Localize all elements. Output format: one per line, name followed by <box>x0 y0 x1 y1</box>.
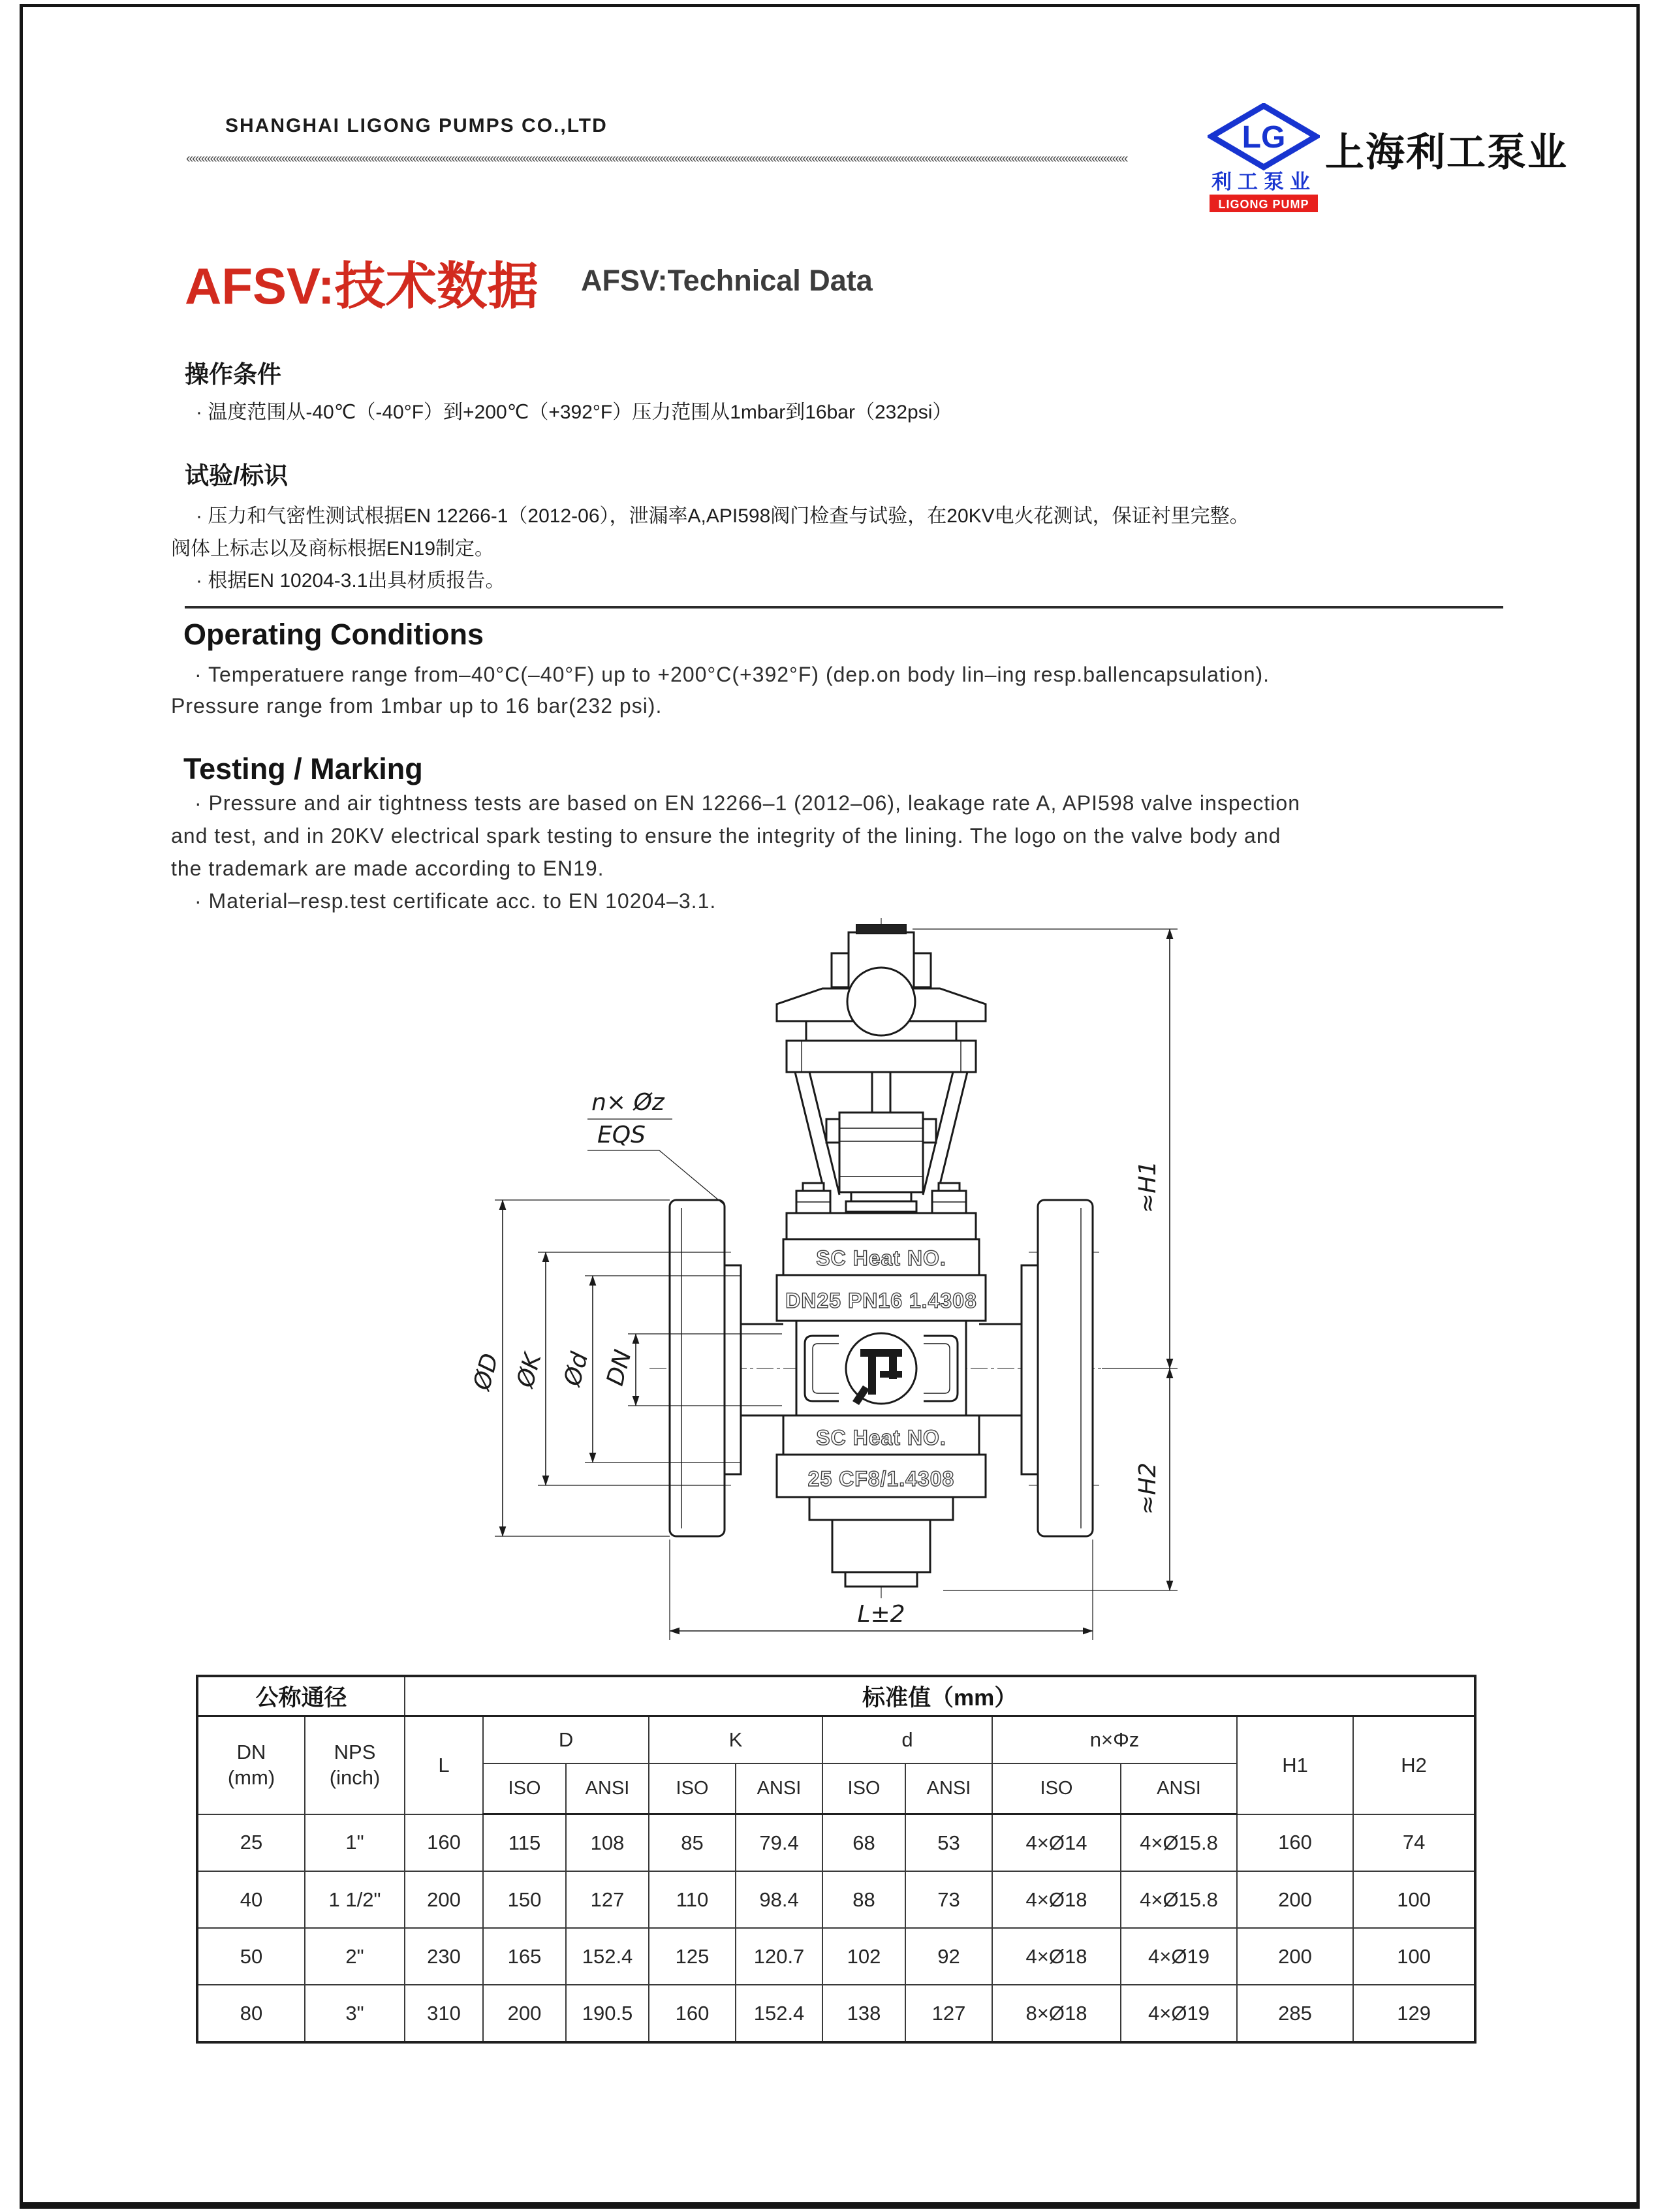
logo-name-en: LIGONG PUMP <box>1218 198 1309 211</box>
table-header-row-2 <box>197 1716 1475 1764</box>
zh-testing-bullet1-line1: · 压力和气密性测试根据EN 12266-1（2012-06），泄漏率A,API598阀门检查与试验，在20KV电火花测试，保证衬里完整。 <box>196 505 1249 527</box>
body-trademark-icon <box>846 1333 916 1404</box>
cell: 2" <box>305 1928 405 1985</box>
subheader-dd-iso: ISO <box>822 1763 905 1814</box>
decorative-chevron-line: «««««««««««««««««««««««««««««««««««««««««««««««««««««««««««««««««««««««««««««««««««««««««««««««««««««««««««««««««««««««««««««««««««««««««««««««««««««««««««««« <box>186 151 1127 166</box>
ligong-logo <box>1208 103 1320 214</box>
section-heading-testing-marking: Testing / Marking <box>183 752 423 785</box>
dim-label-l: L±2 <box>857 1601 905 1628</box>
cell: 4×Ø14 <box>992 1814 1121 1872</box>
cell: 1 1/2" <box>305 1871 405 1928</box>
col-group-K: K <box>649 1716 822 1764</box>
cell: 4×Ø19 <box>1121 1985 1237 2042</box>
cell: 100 <box>1353 1871 1475 1928</box>
flange-left <box>670 1200 725 1536</box>
cell: 68 <box>822 1814 905 1872</box>
valve-technical-drawing <box>457 913 1273 1670</box>
dim-label-dK: ØK <box>512 1350 547 1391</box>
en-operating-line1: · Temperatuere range from–40°C(–40°F) up to +200°C(+392°F) (dep.on body lin–ing resp.ballencapsulation). <box>195 663 1270 686</box>
col-header-nps-unit: (inch) <box>329 1765 381 1789</box>
bonnet <box>787 1213 976 1239</box>
cell: 165 <box>483 1928 566 1985</box>
cell: 150 <box>483 1871 566 1928</box>
section-heading-zh-testing: 试验/标识 <box>185 462 289 489</box>
dim-label-dD: ØD <box>468 1350 504 1393</box>
en-testing-line1: · Pressure and air tightness tests are based on EN 12266–1 (2012–06), leakage rate A, API598 valve inspection <box>195 791 1300 815</box>
col-group-D: D <box>483 1716 649 1764</box>
subheader-k-ansi: ANSI <box>736 1763 822 1814</box>
cell: 110 <box>649 1871 736 1928</box>
col-header-dn-label: DN <box>236 1741 266 1763</box>
section-heading-zh-operating: 操作条件 <box>185 361 281 388</box>
valve-actuator <box>777 924 986 1239</box>
col-header-dn-unit: (mm) <box>227 1765 275 1789</box>
cell: 200 <box>1237 1871 1353 1928</box>
dim-label-h1: ≈H1 <box>1134 1160 1161 1214</box>
cell: 127 <box>905 1985 992 2042</box>
cell: 1" <box>305 1814 405 1872</box>
cell: 4×Ø18 <box>992 1871 1121 1928</box>
section-divider <box>185 606 1503 608</box>
subheader-k-iso: ISO <box>649 1763 736 1814</box>
cell: 25 <box>197 1814 305 1872</box>
table-header-row-1 <box>197 1676 1475 1716</box>
subheader-d-iso: ISO <box>483 1763 566 1814</box>
page-title-cn: AFSV:技术数据 <box>185 257 539 315</box>
cell: 160 <box>649 1985 736 2042</box>
cell: 53 <box>905 1814 992 1872</box>
cell: 100 <box>1353 1928 1475 1985</box>
col-header-h1: H1 <box>1237 1716 1353 1814</box>
cell: 102 <box>822 1928 905 1985</box>
cell: 4×Ø15.8 <box>1121 1871 1237 1928</box>
dim-label-h2: ≈H2 <box>1134 1462 1161 1515</box>
header-nominal-diameter: 公称通径 <box>197 1676 405 1716</box>
cell: 310 <box>405 1985 483 2042</box>
cell: 152.4 <box>566 1928 649 1985</box>
cell: 4×Ø15.8 <box>1121 1814 1237 1872</box>
cell: 160 <box>405 1814 483 1872</box>
cell: 4×Ø19 <box>1121 1928 1237 1985</box>
header-standard-values: 标准值（mm） <box>405 1676 1475 1716</box>
cell: 129 <box>1353 1985 1475 2042</box>
section-heading-operating-conditions: Operating Conditions <box>183 618 484 651</box>
svg-text:SC Heat NO.: SC Heat NO. <box>816 1246 946 1270</box>
zh-testing-bullet2: · 根据EN 10204-3.1出具材质报告。 <box>196 570 505 592</box>
cell: 138 <box>822 1985 905 2042</box>
col-header-nps-label: NPS <box>334 1741 376 1763</box>
cell: 80 <box>197 1985 305 2042</box>
cell: 3" <box>305 1985 405 2042</box>
cell: 200 <box>405 1871 483 1928</box>
cell: 85 <box>649 1814 736 1872</box>
en-operating-line2: Pressure range from 1mbar up to 16 bar(232 psi). <box>171 694 663 718</box>
en-testing-line2: and test, and in 20KV electrical spark testing to ensure the integrity of the lining. The logo on the valve body and <box>171 824 1281 847</box>
table-row <box>197 1871 1475 1928</box>
svg-text:SC Heat NO.: SC Heat NO. <box>816 1426 946 1449</box>
col-group-nxz: n×Φz <box>992 1716 1237 1764</box>
col-header-h2: H2 <box>1353 1716 1475 1814</box>
cell: 4×Ø18 <box>992 1928 1121 1985</box>
col-group-d: d <box>822 1716 992 1764</box>
cell: 127 <box>566 1871 649 1928</box>
valve-foot <box>845 1572 917 1587</box>
subheader-nxz-ansi: ANSI <box>1121 1763 1237 1814</box>
company-name: SHANGHAI LIGONG PUMPS CO.,LTD <box>225 115 608 136</box>
col-header-l: L <box>405 1716 483 1814</box>
brand-name-cn: 上海利工泵业 <box>1325 131 1568 174</box>
cell: 120.7 <box>736 1928 822 1985</box>
en-testing-line3: the trademark are made according to EN19. <box>171 857 604 880</box>
cell: 200 <box>483 1985 566 2042</box>
cell: 160 <box>1237 1814 1353 1872</box>
cell: 79.4 <box>736 1814 822 1872</box>
cell: 50 <box>197 1928 305 1985</box>
flange-right <box>1038 1200 1093 1536</box>
cell: 98.4 <box>736 1871 822 1928</box>
svg-text:DN25 PN16 1.4308: DN25 PN16 1.4308 <box>785 1289 977 1312</box>
logo-monogram: LG <box>1242 120 1286 155</box>
cell: 285 <box>1237 1985 1353 2042</box>
col-header-nps <box>305 1716 405 1814</box>
cell: 190.5 <box>566 1985 649 2042</box>
cell: 92 <box>905 1928 992 1985</box>
cell: 200 <box>1237 1928 1353 1985</box>
table-row <box>197 1928 1475 1985</box>
cell: 74 <box>1353 1814 1475 1872</box>
subheader-dd-ansi: ANSI <box>905 1763 992 1814</box>
subheader-d-ansi: ANSI <box>566 1763 649 1814</box>
dim-label-eqs: EQS <box>597 1122 646 1148</box>
dim-label-dd: Ød <box>559 1349 594 1389</box>
cell: 8×Ø18 <box>992 1985 1121 2042</box>
cell: 152.4 <box>736 1985 822 2042</box>
logo-name-cn: 利工泵业 <box>1211 170 1316 193</box>
cell: 125 <box>649 1928 736 1985</box>
cell: 88 <box>822 1871 905 1928</box>
dim-label-nxz: n× Øz <box>591 1089 664 1116</box>
subheader-nxz-iso: ISO <box>992 1763 1121 1814</box>
cell: 40 <box>197 1871 305 1928</box>
cell: 230 <box>405 1928 483 1985</box>
col-header-dn <box>197 1716 305 1814</box>
dim-label-dn: DN <box>602 1347 637 1389</box>
cell: 115 <box>483 1814 566 1872</box>
cell: 73 <box>905 1871 992 1928</box>
cell: 108 <box>566 1814 649 1872</box>
dimension-table <box>196 1675 1476 2044</box>
handwheel-icon <box>847 968 915 1035</box>
table-row <box>197 1814 1475 1872</box>
zh-operating-bullet: · 温度范围从-40℃（-40°F）到+200℃（+392°F）压力范围从1mbar到16bar（232psi） <box>196 402 952 423</box>
svg-text:25 CF8/1.4308: 25 CF8/1.4308 <box>807 1467 955 1491</box>
page-title-en: AFSV:Technical Data <box>581 264 873 297</box>
zh-testing-bullet1-line2: 阀体上标志以及商标根据EN19制定。 <box>171 538 495 560</box>
en-testing-bullet2: · Material–resp.test certificate acc. to EN 10204–3.1. <box>195 889 717 913</box>
table-row <box>197 1985 1475 2042</box>
